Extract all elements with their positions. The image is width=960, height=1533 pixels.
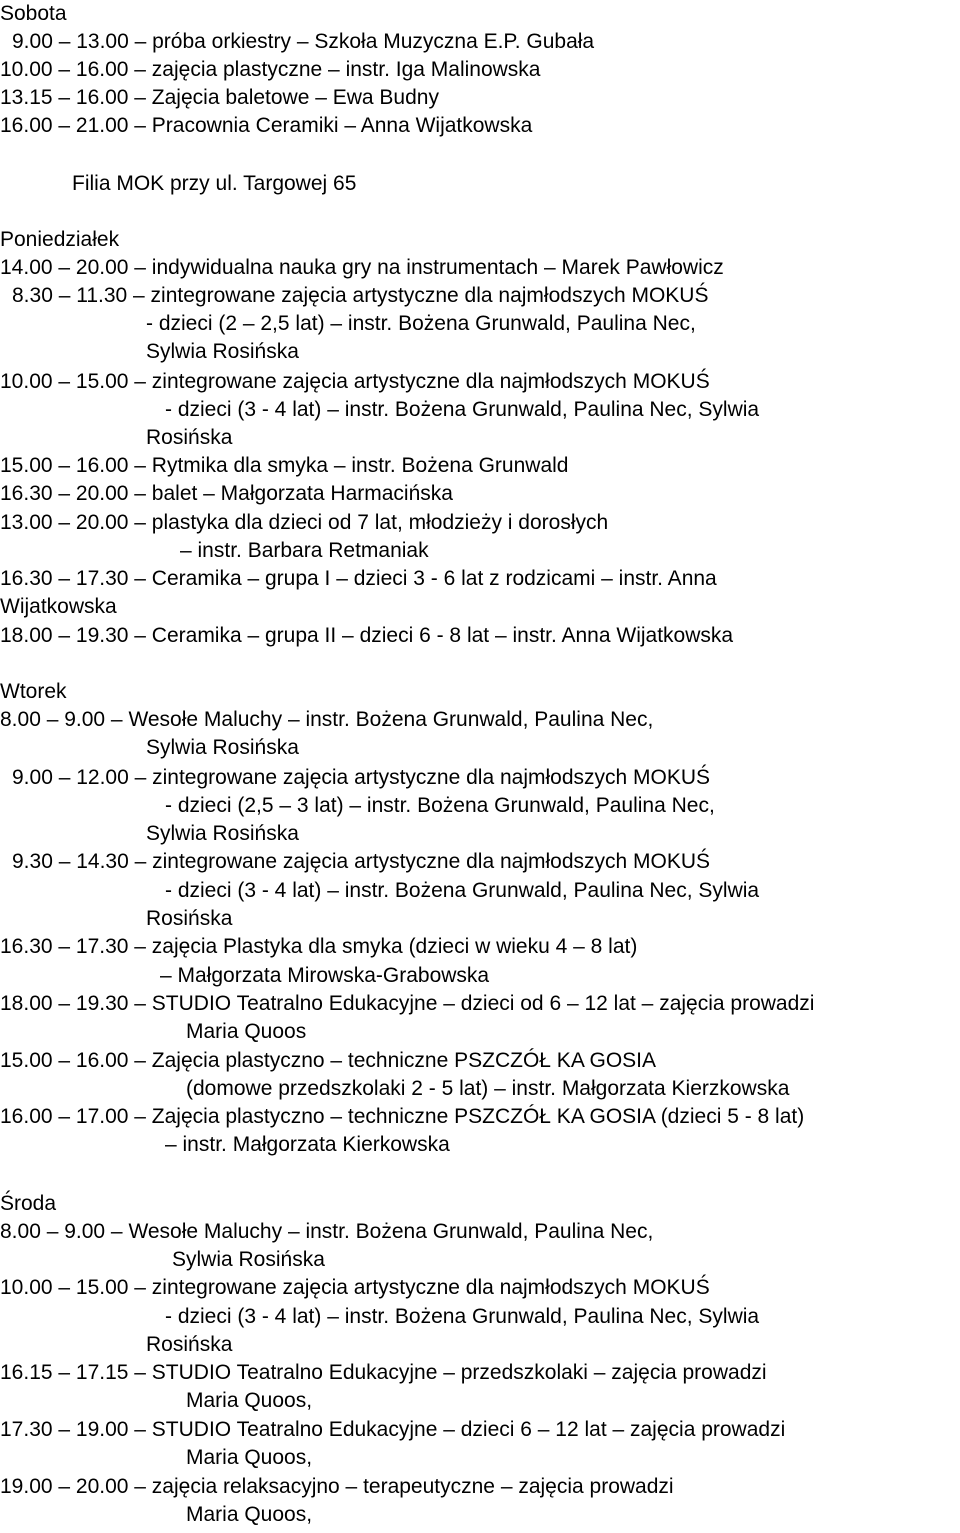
schedule-line-continuation: Rosińska — [146, 907, 233, 930]
schedule-line-continuation: Sylwia Rosińska — [146, 822, 299, 845]
schedule-line-continuation: Rosińska — [146, 426, 233, 449]
schedule-line-continuation: Rosińska — [146, 1333, 233, 1356]
schedule-line: 13.15 – 16.00 – Zajęcia baletowe – Ewa Budny — [0, 86, 439, 109]
schedule-line-continuation: Maria Quoos, — [186, 1446, 313, 1469]
schedule-line-continuation: Sylwia Rosińska — [172, 1248, 325, 1271]
schedule-line: 17.30 – 19.00 – STUDIO Teatralno Edukacyjne – dzieci 6 – 12 lat – zajęcia prowadzi — [0, 1418, 786, 1441]
day-heading-wednesday: Środa — [0, 1192, 57, 1215]
schedule-line-continuation: Sylwia Rosińska — [146, 340, 299, 363]
schedule-line: 9.00 – 13.00 – próba orkiestry – Szkoła Muzyczna E.P. Gubała — [12, 30, 595, 53]
schedule-line: 14.00 – 20.00 – indywidualna nauka gry na instrumentach – Marek Pawłowicz — [0, 256, 724, 279]
schedule-line: 16.00 – 21.00 – Pracownia Ceramiki – Anna Wijatkowska — [0, 114, 533, 137]
schedule-line: 16.00 – 17.00 – Zajęcia plastyczno – techniczne PSZCZÓŁ KA GOSIA (dzieci 5 - 8 lat) — [0, 1105, 805, 1128]
schedule-line: 16.30 – 17.30 – Ceramika – grupa I – dzieci 3 - 6 lat z rodzicami – instr. Anna — [0, 567, 717, 590]
schedule-line-continuation: Maria Quoos, — [186, 1503, 313, 1526]
schedule-line: 16.30 – 20.00 – balet – Małgorzata Harmacińska — [0, 482, 453, 505]
schedule-line: 18.00 – 19.30 – Ceramika – grupa II – dzieci 6 - 8 lat – instr. Anna Wijatkowska — [0, 624, 734, 647]
day-heading-monday: Poniedziałek — [0, 228, 120, 251]
schedule-line: 16.15 – 17.15 – STUDIO Teatralno Edukacyjne – przedszkolaki – zajęcia prowadzi — [0, 1361, 767, 1384]
schedule-line-continuation: (domowe przedszkolaki 2 - 5 lat) – instr. Małgorzata Kierzkowska — [186, 1077, 790, 1100]
schedule-line: 15.00 – 16.00 – Rytmika dla smyka – instr. Bożena Grunwald — [0, 454, 569, 477]
schedule-line-continuation: – instr. Małgorzata Kierkowska — [165, 1133, 450, 1156]
schedule-line: 18.00 – 19.30 – STUDIO Teatralno Edukacyjne – dzieci od 6 – 12 lat – zajęcia prowadzi — [0, 992, 815, 1015]
day-heading-saturday: Sobota — [0, 2, 67, 25]
schedule-line: 19.00 – 20.00 – zajęcia relaksacyjno – terapeutyczne – zajęcia prowadzi — [0, 1475, 674, 1498]
schedule-line-continuation: - dzieci (2,5 – 3 lat) – instr. Bożena Grunwald, Paulina Nec, — [165, 794, 715, 817]
schedule-line-continuation: Maria Quoos, — [186, 1389, 313, 1412]
branch-heading: Filia MOK przy ul. Targowej 65 — [72, 172, 357, 195]
schedule-line: 10.00 – 16.00 – zajęcia plastyczne – instr. Iga Malinowska — [0, 58, 541, 81]
schedule-line-continuation: - dzieci (3 - 4 lat) – instr. Bożena Grunwald, Paulina Nec, Sylwia — [165, 1305, 760, 1328]
schedule-line: 15.00 – 16.00 – Zajęcia plastyczno – techniczne PSZCZÓŁ KA GOSIA — [0, 1049, 657, 1072]
schedule-line-continuation: Maria Quoos — [186, 1020, 307, 1043]
schedule-line: 16.30 – 17.30 – zajęcia Plastyka dla smyka (dzieci w wieku 4 – 8 lat) — [0, 935, 638, 958]
schedule-line-continuation: - dzieci (3 - 4 lat) – instr. Bożena Grunwald, Paulina Nec, Sylwia — [165, 398, 760, 421]
schedule-line-continuation: – instr. Barbara Retmaniak — [180, 539, 429, 562]
schedule-line: 9.00 – 12.00 – zintegrowane zajęcia artystyczne dla najmłodszych MOKUŚ — [12, 766, 711, 789]
day-heading-tuesday: Wtorek — [0, 680, 67, 703]
schedule-line-continuation: - dzieci (3 - 4 lat) – instr. Bożena Grunwald, Paulina Nec, Sylwia — [165, 879, 760, 902]
schedule-line-continuation: Wijatkowska — [0, 595, 117, 618]
schedule-line-continuation: Sylwia Rosińska — [146, 736, 299, 759]
schedule-line: 13.00 – 20.00 – plastyka dla dzieci od 7 lat, młodzieży i dorosłych — [0, 511, 609, 534]
schedule-line: 8.00 – 9.00 – Wesołe Maluchy – instr. Bożena Grunwald, Paulina Nec, — [0, 708, 654, 731]
schedule-line: 8.30 – 11.30 – zintegrowane zajęcia artystyczne dla najmłodszych MOKUŚ — [12, 284, 709, 307]
schedule-line-continuation: – Małgorzata Mirowska-Grabowska — [160, 964, 490, 987]
schedule-line: 10.00 – 15.00 – zintegrowane zajęcia artystyczne dla najmłodszych MOKUŚ — [0, 370, 710, 393]
schedule-line: 10.00 – 15.00 – zintegrowane zajęcia artystyczne dla najmłodszych MOKUŚ — [0, 1276, 710, 1299]
schedule-line: 9.30 – 14.30 – zintegrowane zajęcia artystyczne dla najmłodszych MOKUŚ — [12, 850, 711, 873]
schedule-line: 8.00 – 9.00 – Wesołe Maluchy – instr. Bożena Grunwald, Paulina Nec, — [0, 1220, 654, 1243]
schedule-line-continuation: - dzieci (2 – 2,5 lat) – instr. Bożena Grunwald, Paulina Nec, — [146, 312, 696, 335]
